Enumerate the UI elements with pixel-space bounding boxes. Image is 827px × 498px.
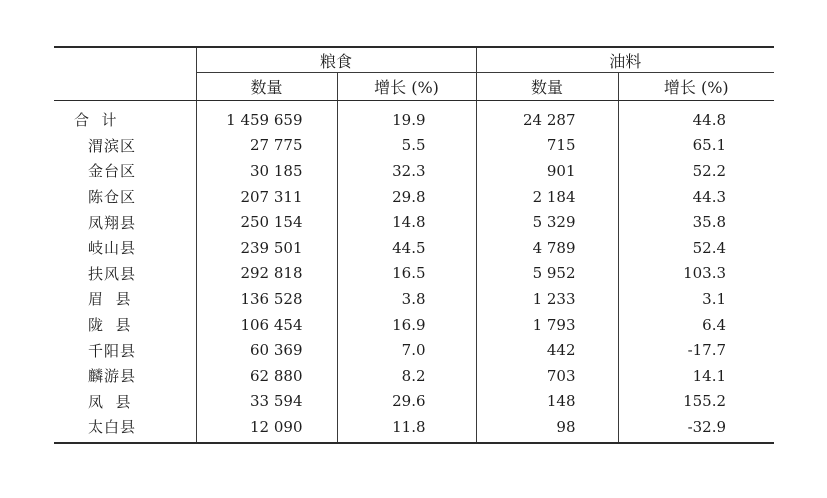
grain-growth-cell: 11.8	[337, 414, 476, 443]
grain-growth-cell: 16.5	[337, 261, 476, 287]
grain-quantity-cell: 30 185	[196, 158, 337, 184]
oil-growth-cell: 35.8	[618, 209, 774, 235]
table-body	[54, 101, 774, 443]
grain-quantity-cell: 106 454	[196, 312, 337, 338]
oil-quantity-cell: 901	[476, 158, 618, 184]
grain-quantity-cell: 207 311	[196, 184, 337, 210]
table-row	[54, 312, 774, 338]
table-row	[54, 184, 774, 210]
table-row	[54, 209, 774, 235]
oil-quantity-cell: 2 184	[476, 184, 618, 210]
region-name-cell: 岐山县	[88, 239, 137, 258]
table-header	[54, 47, 774, 101]
region-name-cell: 太白县	[54, 414, 196, 443]
grain-quantity-cell: 239 501	[196, 235, 337, 261]
grain-growth-cell: 3.8	[337, 286, 476, 312]
oil-growth-cell: -17.7	[618, 337, 774, 363]
statistics-table-container	[54, 46, 774, 444]
region-name-cell: 扶风县	[88, 264, 137, 283]
oil-quantity-cell: 715	[476, 133, 618, 159]
oil-growth-cell: 3.1	[618, 286, 774, 312]
grain-quantity-cell: 1 459 659	[196, 101, 337, 133]
oil-growth-cell: 103.3	[618, 261, 774, 287]
oil-quantity-cell: 4 789	[476, 235, 618, 261]
oil-quantity-cell: 1 233	[476, 286, 618, 312]
region-name-cell: 凤翔县	[88, 213, 137, 232]
region-name-cell: 凤 县	[88, 392, 132, 411]
grain-growth-header: 增长 (%)	[337, 73, 476, 101]
oil-growth-cell: 14.1	[618, 363, 774, 389]
oil-quantity-cell: 5 952	[476, 261, 618, 287]
oil-growth-cell: 155.2	[618, 389, 774, 415]
grain-quantity-cell: 33 594	[196, 389, 337, 415]
oil-growth-cell: 44.3	[618, 184, 774, 210]
region-name-cell: 陇 县	[88, 316, 132, 335]
table-row	[54, 261, 774, 287]
oil-growth-cell: 44.8	[618, 101, 774, 133]
oil-quantity-cell: 98	[476, 414, 618, 443]
grain-quantity-cell: 250 154	[196, 209, 337, 235]
grain-quantity-cell: 136 528	[196, 286, 337, 312]
grain-quantity-cell: 12 090	[196, 414, 337, 443]
grain-growth-cell: 44.5	[337, 235, 476, 261]
region-name-cell: 陈仓区	[88, 188, 137, 207]
table-row	[54, 363, 774, 389]
table-row	[54, 389, 774, 415]
oil-quantity-cell: 5 329	[476, 209, 618, 235]
grain-growth-cell: 29.8	[337, 184, 476, 210]
region-name-cell: 眉 县	[88, 290, 132, 309]
grain-quantity-cell: 60 369	[196, 337, 337, 363]
grain-growth-cell: 5.5	[337, 133, 476, 159]
oil-growth-cell: 65.1	[618, 133, 774, 159]
oil-quantity-cell: 24 287	[476, 101, 618, 133]
region-name-cell: 千阳县	[88, 341, 137, 360]
oil-growth-cell: 6.4	[618, 312, 774, 338]
region-name-cell: 合 计	[74, 111, 118, 130]
grain-quantity-header: 数量	[196, 73, 337, 101]
group-header-row	[54, 47, 774, 73]
grain-quantity-cell: 292 818	[196, 261, 337, 287]
grain-header: 粮食	[196, 47, 476, 73]
grain-growth-cell: 32.3	[337, 158, 476, 184]
grain-growth-cell: 7.0	[337, 337, 476, 363]
table-row	[54, 158, 774, 184]
table-row	[54, 414, 774, 443]
oil-quantity-header: 数量	[476, 73, 618, 101]
region-name-cell: 麟游县	[88, 367, 137, 386]
grain-growth-cell: 16.9	[337, 312, 476, 338]
region-name-cell: 渭滨区	[88, 136, 137, 155]
region-header-cell	[54, 47, 196, 101]
oil-quantity-cell: 703	[476, 363, 618, 389]
oil-quantity-cell: 148	[476, 389, 618, 415]
grain-growth-cell: 8.2	[337, 363, 476, 389]
oil-quantity-cell: 442	[476, 337, 618, 363]
oil-growth-header: 增长 (%)	[618, 73, 774, 101]
grain-growth-cell: 29.6	[337, 389, 476, 415]
oil-quantity-cell: 1 793	[476, 312, 618, 338]
grain-quantity-cell: 62 880	[196, 363, 337, 389]
table-row	[54, 101, 774, 133]
table-row	[54, 133, 774, 159]
table-row	[54, 286, 774, 312]
oil-growth-cell: 52.4	[618, 235, 774, 261]
table-row	[54, 235, 774, 261]
oilseed-header: 油料	[476, 47, 774, 73]
table-row	[54, 337, 774, 363]
grain-growth-cell: 19.9	[337, 101, 476, 133]
oil-growth-cell: 52.2	[618, 158, 774, 184]
region-name-cell: 金台区	[88, 162, 137, 181]
grain-quantity-cell: 27 775	[196, 133, 337, 159]
oil-growth-cell: -32.9	[618, 414, 774, 443]
grain-growth-cell: 14.8	[337, 209, 476, 235]
grain-oilseed-table	[54, 46, 774, 444]
